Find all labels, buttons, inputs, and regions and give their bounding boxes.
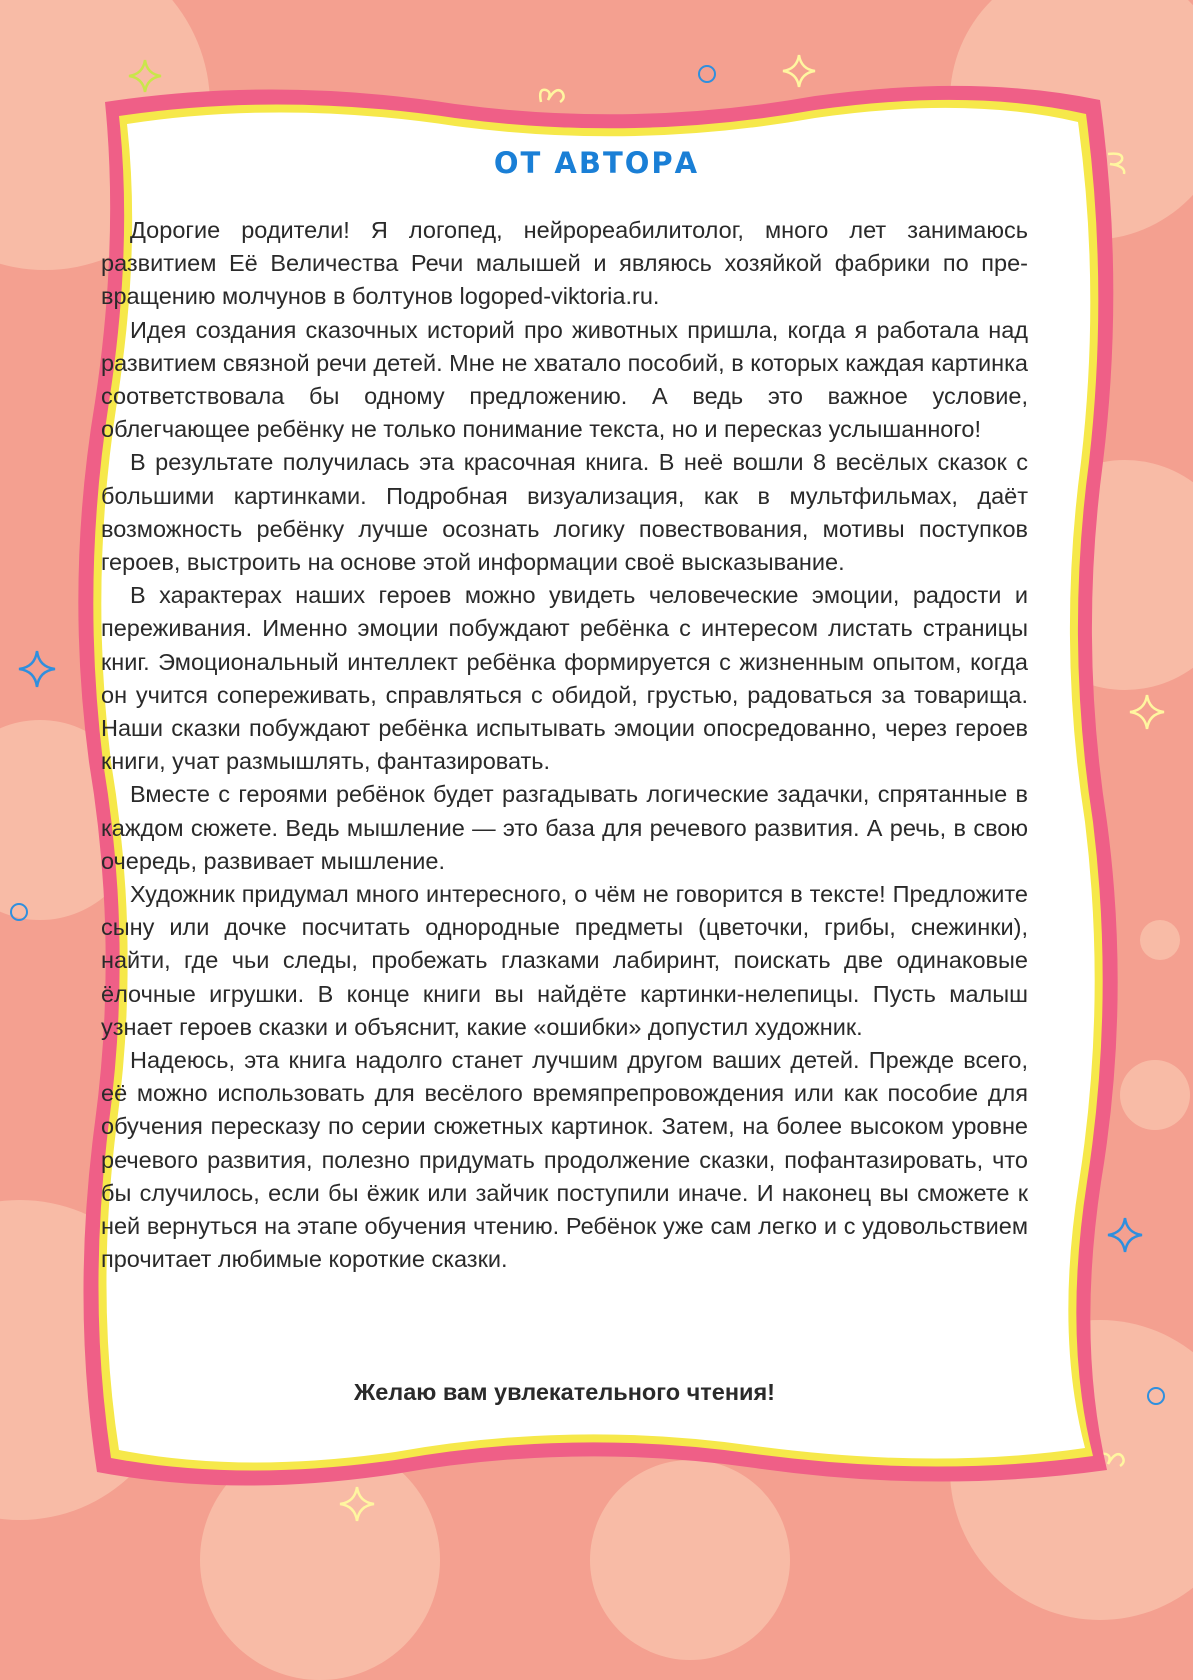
closing-line: Желаю вам увлекательного чтения! [353, 1379, 775, 1405]
decor-ring [698, 65, 716, 83]
paragraph: Идея создания сказочных историй про животных пришла, когда я работала над развитием связной речи детей. Мне не хватало пособий, в которых каждая картинка соответствовала бы одному предложению. А ведь это важное условие, облегчающее ребёнку не только понимание текста, но и пересказ услышанного! [101, 316, 1028, 443]
paragraph: В результате получилась эта красочная книга. В неё вошли 8 весёлых сказок с большими картинками. Подробная визуализация, как в мультфильмах, даёт возможность ребёнку лучше осознать логику повествования, мотивы поступков героев, выстроить на основе этой информации своё высказывание. [101, 449, 1028, 576]
paragraph: В характерах наших героев можно увидеть человеческие эмоции, радости и переживания. Именно эмоции побуждают ребёнка с интересом листать страницы книг. Эмоциональный интеллект ребёнка формируется с жизненным опытом, когда он учится сопереживать, справляться с обидой, грустью, радоваться за товарища. Наши сказки побуждают ребёнка испытывать эмоции опосредованно, через героев книги, учат размышлять, фантазировать. [101, 582, 1028, 775]
decor-bubble [1120, 1060, 1190, 1130]
sparkle-icon [1125, 690, 1169, 734]
sparkle-icon [335, 1482, 379, 1526]
decor-ring [10, 903, 28, 921]
paragraph: Дорогие родители! Я логопед, нейрореабилитолог, много лет занимаюсь развитием Её Величества Речи малышей и являюсь хозяйкой фабрики по превращению молчунов в болтунов logoped-viktoria.ru. [101, 217, 1028, 310]
paragraph: Надеюсь, эта книга надолго станет лучшим другом ваших детей. Прежде всего, её можно использовать для весёлого времяпрепровождения или как пособие для обучения пересказу по серии сюжетных картинок. Затем, на более высоком уровне речевого развития, полезно придумать продолжение сказки, пофантазировать, что бы случилось, если бы ёжик или зайчик поступили иначе. И наконец вы сможете к ней вернуться на этапе обучения чтению. Ребёнок уже сам легко и с удовольствием прочитает любимые короткие сказки. [101, 1047, 1028, 1273]
decor-bubble [590, 1460, 790, 1660]
decor-ring [1147, 1387, 1165, 1405]
sparkle-icon [14, 646, 60, 692]
paragraph: Художник придумал много интересного, о чём не говорится в тексте! Предложите сыну или дочке посчитать однородные предметы (цветочки, грибы, снежинки), найти, где чьи следы, пробежать глазками лабиринт, поискать две одинаковые ёлочные игрушки. В конце книги вы найдёте картинки-нелепицы. Пусть малыш узнает героев сказки и объяснит, какие «ошибки» допустил художник. [101, 881, 1028, 1040]
paragraph: Вместе с героями ребёнок будет разгадывать логические задачки, спрятанные в каждом сюжете. Ведь мышление — это база для речевого развития. А речь, в свою очередь, развивает мышление. [101, 781, 1028, 874]
page-title: ОТ АВТОРА [493, 146, 700, 180]
body-text [101, 214, 1028, 1277]
decor-bubble [1140, 920, 1180, 960]
